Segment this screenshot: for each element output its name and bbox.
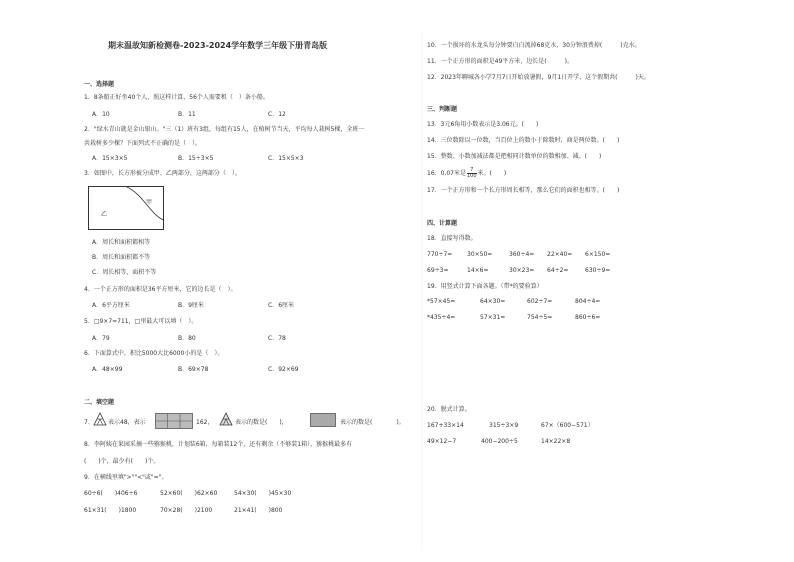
q18-row1-item3: 360÷4= bbox=[509, 251, 535, 258]
q20-row1-item3: 67×（600−571） bbox=[541, 422, 594, 429]
question-2-cont: 共栽树多少棵？下面列式不正确的是（ ）。 bbox=[84, 140, 202, 147]
question-7-text-a: 表示48，表示 bbox=[108, 419, 146, 426]
q5-option-a: A．79 bbox=[92, 335, 110, 342]
q3-option-a: A．周长和面积都相等 bbox=[92, 239, 151, 246]
q6-option-c: C．92×69 bbox=[268, 366, 299, 373]
q9-row1-item1: 60÷6( )406÷6 bbox=[84, 490, 138, 497]
q3-label-jia: 甲 bbox=[146, 199, 153, 206]
question-9: 9．在横线里填">""<"或"="。 bbox=[84, 474, 168, 481]
question-16-text-b: 米。( ) bbox=[477, 170, 507, 177]
section-choice: 一、选择题 bbox=[84, 81, 115, 88]
q5-option-c: C．78 bbox=[268, 335, 286, 342]
q6-option-a: A．48×99 bbox=[92, 366, 123, 373]
question-3: 3．如图中，长方形被分成甲、乙两部分，这两部分（ ）。 bbox=[84, 170, 241, 177]
question-16-text-a: 16．0.07米是 bbox=[427, 170, 466, 177]
question-16 bbox=[427, 168, 506, 179]
question-7-text-b: 162， bbox=[196, 419, 214, 426]
q20-row1-item2: 315÷3×9 bbox=[489, 422, 519, 429]
q2-option-a: A．15×3×5 bbox=[92, 155, 128, 162]
q6-option-b: B．69×78 bbox=[178, 366, 209, 373]
q1-option-c: C．12 bbox=[268, 111, 286, 118]
q9-row1-item2: 52×60( )62×60 bbox=[160, 490, 218, 497]
q7-grid-rectangle-icon bbox=[155, 413, 193, 429]
q7-triangle-icon-2 bbox=[219, 412, 233, 426]
question-17: 17．一个正方形和一个长方形周长相等，那么它们的面积也相等。( ) bbox=[427, 187, 620, 194]
question-5: 5．□9×7≈711，□里最大可以填（ ）。 bbox=[84, 318, 198, 325]
q7-gray-rectangle-icon bbox=[310, 413, 336, 427]
q4-option-b: B．9厘米 bbox=[178, 302, 204, 309]
q19-row2-item3: 754÷5= bbox=[527, 314, 553, 321]
q7-triangle-icon bbox=[93, 412, 107, 426]
q16-fraction bbox=[467, 168, 477, 179]
q9-row2-item1: 61×31( )1800 bbox=[84, 507, 137, 514]
question-1: 1．8条船正好坐40个人，照这样计算，56个人需要租（ ）条小船。 bbox=[84, 94, 269, 101]
question-7-number: 7． bbox=[84, 419, 94, 426]
question-11: 11．一个正方形的面积是49平方米，边长是( )。 bbox=[427, 58, 573, 65]
q20-row2-item3: 14×22×8 bbox=[541, 438, 571, 445]
question-4: 4．一个正方形的面积是36平方厘米，它的边长是（ ）。 bbox=[84, 286, 237, 293]
q18-row2-item2: 14×6= bbox=[467, 267, 489, 274]
q3-label-yi: 乙 bbox=[101, 211, 108, 218]
q18-row1-item1: 770÷7= bbox=[427, 251, 453, 258]
q19-row2-item1: *435÷4= bbox=[427, 314, 456, 321]
section-calc: 四、计算题 bbox=[427, 220, 458, 227]
q19-row1-item2: 64×30= bbox=[480, 298, 506, 305]
q9-row1-item3: 54×30( )45×30 bbox=[234, 490, 292, 497]
q19-row1-item3: 602÷7= bbox=[527, 298, 553, 305]
question-2: 2．"绿水青山就是金山银山。"三（1）班有3组，每组有15人，在植树节当天，平均每人栽树5棵，全班一 bbox=[84, 126, 365, 133]
question-6: 6．下面算式中，积比5000大比6000小的是（ ）。 bbox=[84, 350, 224, 357]
q4-option-a: A．6平方厘米 bbox=[92, 302, 130, 309]
q16-fraction-denominator: 100 bbox=[467, 173, 477, 179]
q18-row1-item4: 22×40= bbox=[547, 251, 573, 258]
q20-row1-item1: 167+33×14 bbox=[427, 422, 464, 429]
q9-row2-item2: 70×28( )2100 bbox=[160, 507, 213, 514]
q9-row2-item3: 21×41( )800 bbox=[234, 507, 283, 514]
question-10: 10．一个损坏的水龙头每分钟要白白流掉68克水，30分钟浪费掉( )克水。 bbox=[427, 42, 641, 49]
q20-row2-item2: 400−200÷5 bbox=[481, 438, 518, 445]
q3-option-b: B．周长和面积都不等 bbox=[92, 254, 151, 261]
q19-row1-item4: 804÷4= bbox=[575, 298, 601, 305]
q3-option-c: C．周长相等，面积不等 bbox=[92, 269, 157, 276]
q5-option-b: B．80 bbox=[178, 335, 196, 342]
q19-row2-item4: 860÷6= bbox=[575, 314, 601, 321]
question-19: 19．用竖式计算下面各题。（带*的要验算） bbox=[427, 283, 543, 290]
q18-row2-item4: 64÷2= bbox=[547, 267, 569, 274]
question-14: 14．三位数除以一位数，当百位上的数小于除数时，商是两位数。( ) bbox=[427, 137, 620, 144]
q20-row2-item1: 49×12−7 bbox=[427, 438, 457, 445]
q16-fraction-numerator: 7 bbox=[467, 168, 477, 174]
column-divider bbox=[421, 30, 423, 550]
q18-row2-item1: 69÷3= bbox=[427, 267, 449, 274]
question-7-text-d: 表示的数是( )。 bbox=[340, 419, 405, 426]
question-8: 8．李阿姨在果园采摘一些猕猴桃，计划装6箱，每箱装12个，还有剩余（不够装1箱），猕猴桃最多有 bbox=[84, 441, 353, 448]
question-13: 13．3元6角用小数表示是3.06元。( ) bbox=[427, 121, 539, 128]
question-12: 12．2023年聊城各小学7月7日开始放暑假，9月1日开学，这个假期共( )天。 bbox=[427, 74, 650, 81]
question-20: 20．脱式计算。 bbox=[427, 406, 471, 413]
question-18: 18．直接写得数。 bbox=[427, 235, 477, 242]
question-15: 15．整数、小数加减法都是把相同计数单位的数相加、减。( ) bbox=[427, 153, 602, 160]
q2-option-c: C．15×5×3 bbox=[268, 155, 304, 162]
question-7-text-c: 表示的数是( )， bbox=[235, 419, 288, 426]
question-8-cont: ( )个，最少有( )个。 bbox=[84, 458, 160, 465]
q4-option-c: C．6厘米 bbox=[268, 302, 295, 309]
page-title: 期末温故知新检测卷-2023-2024学年数学三年级下册青岛版 bbox=[108, 41, 328, 50]
q19-row2-item2: 57×31= bbox=[480, 314, 506, 321]
q18-row2-item5: 630÷9= bbox=[585, 267, 611, 274]
q19-row1-item1: *57×45= bbox=[427, 298, 456, 305]
q1-option-a: A．10 bbox=[92, 111, 110, 118]
q3-rectangle-figure bbox=[88, 186, 164, 230]
section-judge: 三、判断题 bbox=[427, 106, 458, 113]
q1-option-b: B．11 bbox=[178, 111, 196, 118]
q18-row2-item3: 30×23= bbox=[509, 267, 535, 274]
q2-option-b: B．15÷3×5 bbox=[178, 155, 214, 162]
q18-row1-item5: 6×150= bbox=[585, 251, 611, 258]
q18-row1-item2: 30×50= bbox=[467, 251, 493, 258]
section-fill: 二、填空题 bbox=[84, 399, 115, 406]
